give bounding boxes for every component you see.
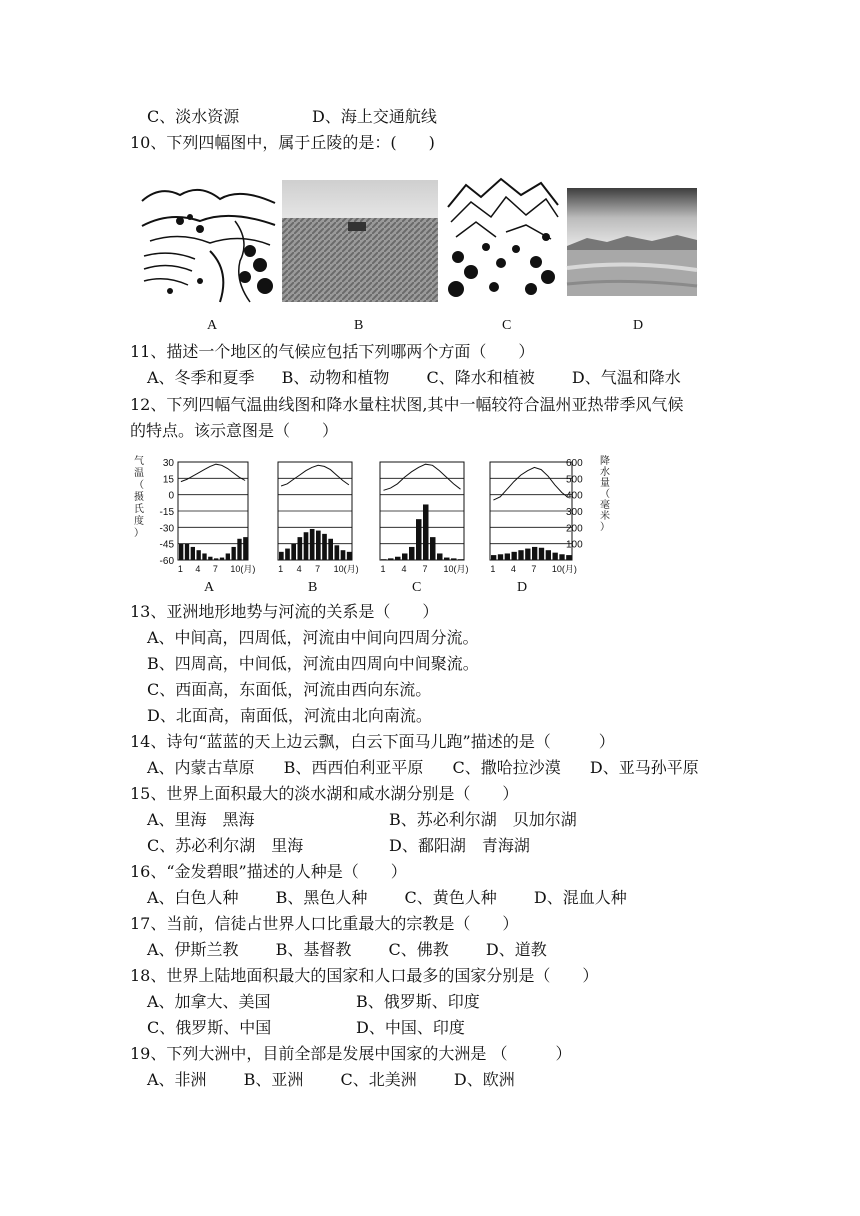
precipitation-bar: [220, 558, 224, 560]
precipitation-bar: [423, 504, 429, 560]
question-17-stem: 17、当前，信徒占世界人口比重最大的宗教是（ ）: [130, 914, 519, 933]
precipitation-bar: [498, 554, 503, 560]
precipitation-bar: [243, 537, 247, 560]
question-16-options: [147, 887, 627, 909]
precipitation-tick-label: 600: [566, 458, 583, 469]
option-a: A、非洲: [147, 1070, 207, 1089]
precipitation-bar: [341, 550, 346, 560]
option-a: A、内蒙古草原: [147, 758, 255, 777]
precipitation-tick-label: 500: [566, 474, 583, 486]
precipitation-bar: [553, 553, 558, 560]
month-tick-label: 7: [315, 564, 321, 574]
temperature-axis-label-char: 氏: [134, 504, 144, 515]
question-16-stem: 16、“金发碧眼”描述的人种是（ ）: [130, 862, 407, 881]
climate-chart-a: [176, 452, 256, 580]
precipitation-bar: [566, 555, 571, 560]
precipitation-bar: [328, 539, 333, 560]
temperature-curve: [384, 464, 461, 490]
image-label-b: B: [354, 318, 364, 333]
question-18-stem: 18、世界上陆地面积最大的国家和人口最多的国家分别是（ ）: [130, 966, 599, 985]
option-c: C、撒哈拉沙漠: [452, 758, 561, 777]
precipitation-axis-label-char: （: [600, 489, 610, 500]
precipitation-bar: [179, 544, 183, 560]
option-b: B、西西伯利亚平原: [283, 758, 424, 777]
option-b: B、动物和植物: [281, 368, 390, 387]
question-15-option-c: C、苏必利尔湖 里海: [147, 836, 304, 855]
temperature-axis-label-char: （: [134, 480, 144, 491]
option-c: C、北美洲: [340, 1070, 417, 1089]
precipitation-bar: [458, 559, 464, 560]
plain-field-photo-b: [282, 180, 438, 302]
option-c: C、黄色人种: [404, 888, 497, 907]
option-c: C、降水和植被: [426, 368, 535, 387]
precipitation-bar: [532, 547, 537, 560]
precipitation-axis-label-char: 水: [600, 467, 610, 478]
precipitation-bar: [291, 544, 296, 560]
precipitation-bar: [381, 559, 387, 560]
temperature-tick-label: -60: [159, 556, 174, 567]
precipitation-bar: [402, 553, 408, 560]
option-d: D、海上交通航线: [312, 107, 437, 126]
month-tick-label: 4: [195, 564, 201, 574]
precipitation-bar: [214, 558, 218, 560]
month-tick-label: 10(月): [551, 564, 577, 574]
option-a: A、冬季和夏季: [147, 368, 255, 387]
chart-label-b: B: [308, 580, 318, 595]
precipitation-bar: [505, 553, 510, 560]
precipitation-bar: [226, 553, 230, 560]
temperature-axis-label-char: 摄: [134, 492, 144, 503]
precipitation-bar: [298, 537, 303, 560]
hills-sketch-image-a: [140, 181, 277, 302]
option-a: A、伊斯兰教: [147, 940, 239, 959]
chart-label-c: C: [412, 580, 422, 595]
option-d: D、气温和降水: [571, 368, 681, 387]
precipitation-bar: [232, 547, 236, 560]
question-18-option-a: A、加拿大、美国: [147, 992, 271, 1011]
question-17-options: [147, 939, 547, 961]
question-12-stem-line2: 的特点。该示意图是（ ）: [130, 421, 339, 440]
question-18-option-b: B、俄罗斯、印度: [356, 992, 480, 1011]
precipitation-bar: [430, 537, 436, 560]
precipitation-bar: [347, 552, 352, 560]
precipitation-bar: [237, 539, 241, 560]
question-13-stem: 13、亚洲地形地势与河流的关系是（ ）: [130, 602, 439, 621]
chart-label-d: D: [517, 580, 528, 595]
precipitation-bar: [416, 519, 422, 560]
precipitation-bar: [491, 555, 496, 560]
image-label-c: C: [502, 318, 512, 333]
option-b: B、黑色人种: [275, 888, 368, 907]
precipitation-tick-label: 100: [566, 539, 583, 551]
question-11-options: [147, 367, 681, 389]
precipitation-bar: [335, 545, 340, 560]
temperature-tick-label: 0: [168, 490, 174, 502]
option-a: A、白色人种: [147, 888, 239, 907]
temperature-tick-label: 15: [162, 474, 174, 486]
chart-label-a: A: [204, 580, 215, 595]
climate-chart-b: [276, 452, 359, 580]
month-tick-label: 7: [422, 564, 428, 574]
precipitation-bar: [525, 549, 530, 560]
precipitation-bar: [444, 558, 450, 560]
precipitation-bar: [409, 547, 415, 560]
option-d: D、欧洲: [453, 1070, 515, 1089]
month-tick-label: 4: [510, 564, 516, 574]
image-label-d: D: [633, 318, 644, 333]
month-tick-label: 10(月): [333, 564, 359, 574]
question-13-option-b: B、四周高，中间低，河流由四周向中间聚流。: [147, 654, 479, 673]
question-15-stem: 15、世界上面积最大的淡水湖和咸水湖分别是（ ）: [130, 784, 519, 803]
precipitation-bar: [512, 552, 517, 560]
question-18-option-d: D、中国、印度: [356, 1018, 465, 1037]
month-tick-label: 10(月): [443, 564, 469, 574]
precipitation-axis-label-char: 降: [600, 456, 610, 467]
option-d: D、混血人种: [533, 888, 627, 907]
precipitation-bar: [185, 544, 189, 560]
question-12-stem-line1: 12、下列四幅气温曲线图和降水量柱状图,其中一幅较符合温州亚热带季风气候: [130, 395, 684, 414]
month-tick-label: 7: [212, 564, 218, 574]
temperature-curve: [493, 467, 568, 500]
temperature-tick-label: -15: [159, 507, 174, 518]
option-d: D、亚马孙平原: [589, 758, 699, 777]
question-19-options: [147, 1069, 515, 1091]
precipitation-bar: [451, 558, 457, 560]
climate-chart-c: [378, 452, 469, 580]
precipitation-tick-label: 400: [566, 490, 583, 502]
precipitation-axis-label-char: 米: [600, 511, 610, 522]
precipitation-tick-label: 200: [566, 523, 583, 535]
precipitation-bar: [322, 534, 327, 560]
question-11-stem: 11、描述一个地区的气候应包括下列哪两个方面（ ）: [130, 342, 535, 361]
precipitation-bar: [437, 553, 443, 560]
precipitation-bar: [208, 557, 212, 560]
precipitation-bar: [395, 557, 401, 560]
month-tick-label: 10(月): [230, 564, 256, 574]
temperature-tick-label: -30: [159, 523, 174, 535]
month-tick-label: 4: [296, 564, 302, 574]
temperature-axis-label-char: 气: [134, 456, 144, 467]
month-tick-label: 1: [490, 564, 496, 574]
precipitation-axis-label-char: 毫: [600, 500, 610, 511]
question-15-option-d: D、鄱阳湖 青海湖: [389, 836, 530, 855]
month-tick-label: 7: [531, 564, 537, 574]
month-tick-label: 1: [177, 564, 183, 574]
precipitation-bar: [191, 547, 195, 560]
mountains-sketch-image-c: [446, 177, 560, 303]
temperature-axis: [130, 452, 178, 572]
temperature-curve: [181, 464, 245, 481]
temperature-axis-label-char: 温: [134, 468, 144, 479]
question-14-stem: 14、诗句“蓝蓝的天上边云飘，白云下面马儿跑”描述的是（ ）: [130, 732, 615, 751]
question-18-option-c: C、俄罗斯、中国: [147, 1018, 272, 1037]
precipitation-bar: [310, 529, 315, 560]
precipitation-bar: [304, 532, 309, 560]
temperature-curve: [281, 465, 349, 486]
question-13-option-c: C、西面高，东面低，河流由西向东流。: [147, 680, 432, 699]
precipitation-bar: [388, 558, 394, 560]
option-b: B、亚洲: [243, 1070, 304, 1089]
question-14-options: [147, 757, 699, 779]
question-10-stem: 10、下列四幅图中，属于丘陵的是：( ): [130, 133, 435, 152]
precipitation-bar: [316, 531, 321, 560]
precipitation-tick-label: 300: [566, 507, 583, 518]
question-15-option-a: A、里海 黑海: [147, 810, 255, 829]
precipitation-bar: [202, 553, 206, 560]
month-tick-label: 1: [380, 564, 386, 574]
temperature-tick-label: -45: [159, 539, 174, 551]
option-c: C、淡水资源: [147, 107, 240, 126]
plateau-photo-d: [567, 188, 697, 296]
month-tick-label: 1: [278, 564, 284, 574]
question-19-stem: 19、下列大洲中，目前全部是发展中国家的大洲是 （ ）: [130, 1044, 572, 1063]
question-13-option-a: A、中间高，四周低，河流由中间向四周分流。: [147, 628, 479, 647]
precipitation-bar: [285, 549, 290, 560]
temperature-axis-label-char: ）: [134, 528, 144, 539]
image-label-a: A: [207, 318, 218, 333]
question-15-option-b: B、苏必利尔湖 贝加尔湖: [389, 810, 577, 829]
option-b: B、基督教: [275, 940, 352, 959]
month-tick-label: 4: [401, 564, 407, 574]
precipitation-axis-label-char: 量: [600, 478, 610, 489]
question-13-option-d: D、北面高，南面低，河流由北向南流。: [147, 706, 432, 725]
temperature-axis-label-char: 度: [134, 516, 144, 527]
precipitation-bar: [197, 550, 201, 560]
option-c: C、佛教: [388, 940, 449, 959]
precipitation-axis-label-char: ）: [600, 522, 610, 533]
option-d: D、道教: [485, 940, 547, 959]
precipitation-bar: [518, 550, 523, 560]
precipitation-bar: [559, 554, 564, 560]
precipitation-bar: [546, 550, 551, 560]
precipitation-bar: [539, 548, 544, 560]
precipitation-bar: [279, 552, 284, 560]
temperature-tick-label: 30: [162, 458, 174, 469]
